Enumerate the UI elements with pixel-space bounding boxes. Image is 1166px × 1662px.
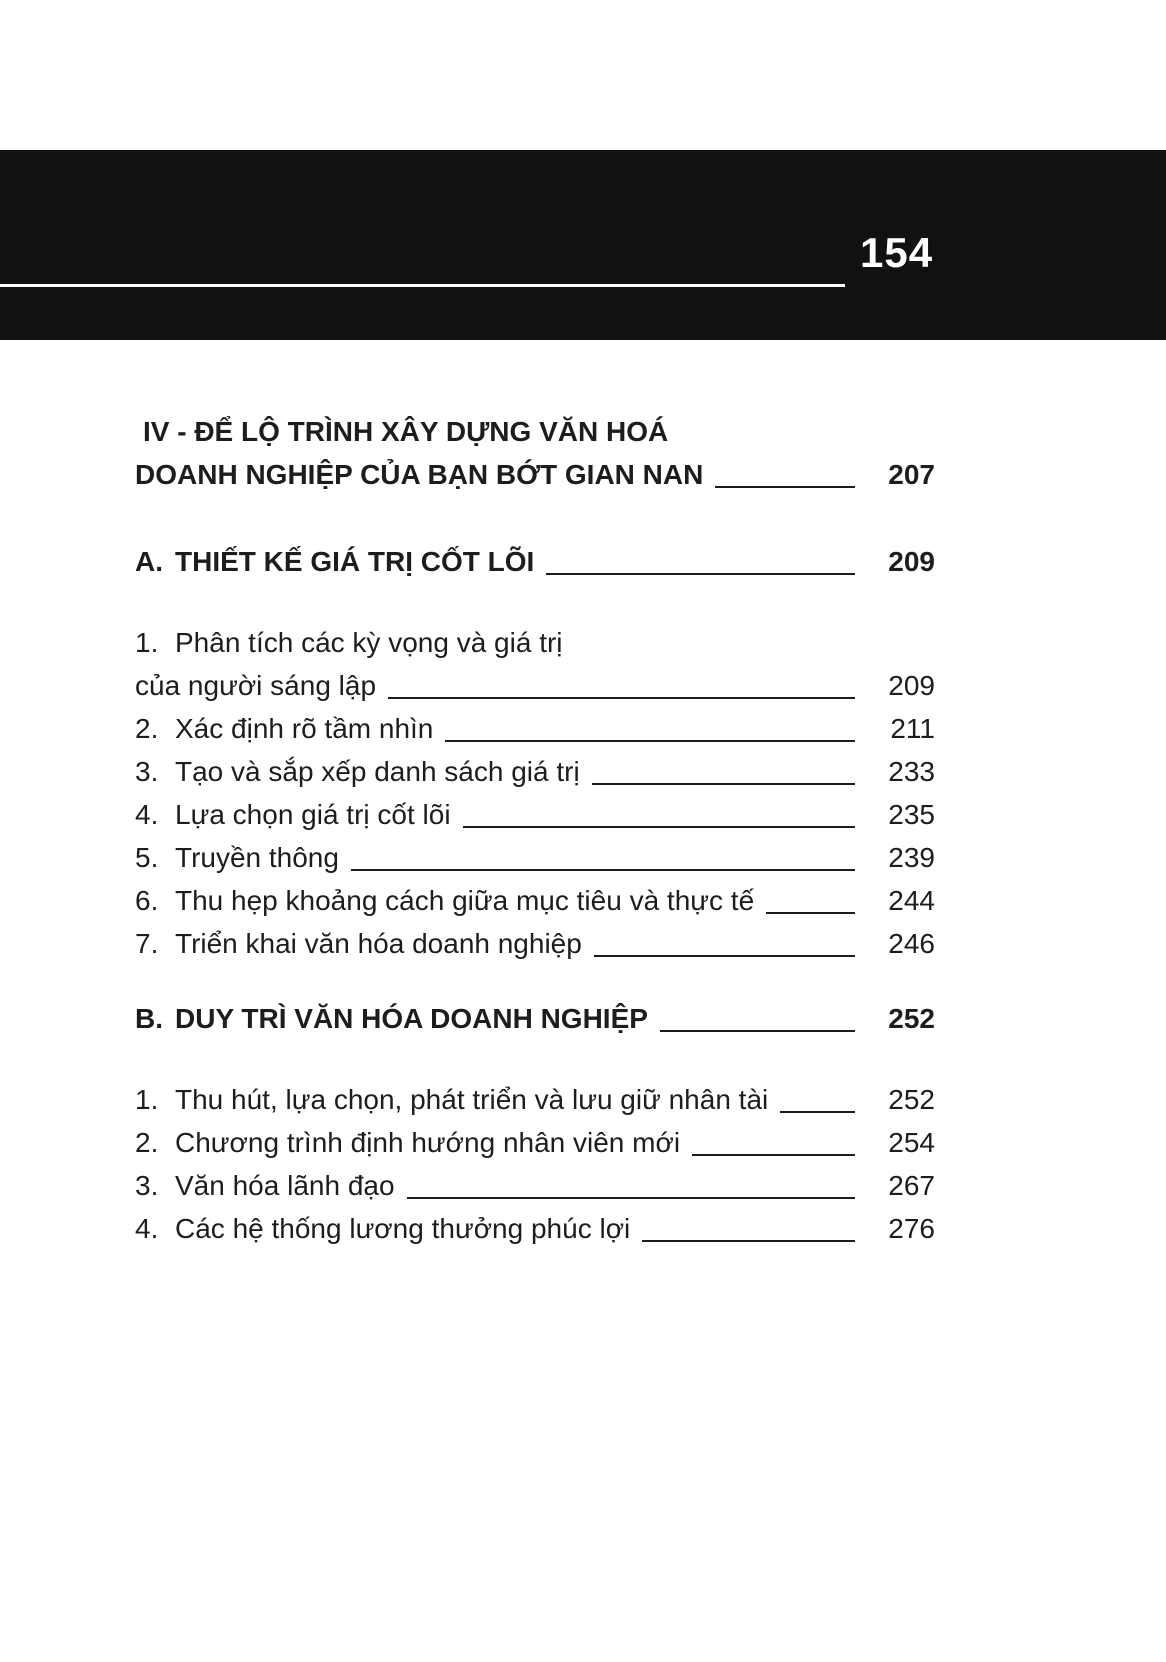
chapter-title-row <box>135 410 935 453</box>
toc-entry-num: 7. <box>135 928 159 959</box>
leader-line <box>766 912 855 914</box>
toc-section <box>135 997 935 1250</box>
toc-entry-text: Truyền thông <box>175 842 339 873</box>
toc-entry-text: Văn hóa lãnh đạo <box>175 1170 395 1201</box>
toc-entry <box>135 879 935 922</box>
leader-line <box>715 486 855 488</box>
page-number: 154 <box>860 229 934 276</box>
page-ref: 276 <box>888 1213 935 1244</box>
toc-entry-text: Phân tích các kỳ vọng và giá trị <box>175 627 563 658</box>
leader-line <box>546 573 855 575</box>
chapter-title-line: DOANH NGHIỆP CỦA BẠN BỚT GIAN NAN <box>135 459 704 490</box>
chapter-title-row <box>135 453 935 496</box>
table-of-contents <box>135 410 935 1250</box>
toc-entry <box>135 1121 935 1164</box>
toc-entry-num: 1. <box>135 627 159 658</box>
toc-section <box>135 540 935 965</box>
toc-entry-text: Tạo và sắp xếp danh sách giá trị <box>175 756 580 787</box>
leader-line <box>445 740 855 742</box>
leader-line <box>463 826 855 828</box>
toc-entry-text: Chương trình định hướng nhân viên mới <box>175 1127 681 1158</box>
toc-heading <box>135 997 935 1040</box>
toc-entry-num: 3. <box>135 756 159 787</box>
toc-entry <box>135 1207 935 1250</box>
leader-line <box>642 1240 855 1242</box>
page-ref: 209 <box>888 546 935 577</box>
toc-entry-num: 3. <box>135 1170 159 1201</box>
toc-entry-text: Xác định rõ tầm nhìn <box>175 713 434 744</box>
toc-entry <box>135 707 935 750</box>
page-ref: 254 <box>888 1127 935 1158</box>
page-ref: 233 <box>888 756 935 787</box>
toc-entry <box>135 1078 935 1121</box>
leader-line <box>351 869 855 871</box>
toc-entry <box>135 793 935 836</box>
header-band <box>0 150 1166 340</box>
toc-entry <box>135 836 935 879</box>
leader-line <box>692 1154 855 1156</box>
page-ref: 252 <box>888 1084 935 1115</box>
page-ref: 207 <box>888 459 935 490</box>
header-rule <box>0 284 845 287</box>
leader-line <box>594 955 855 957</box>
page-ref: 235 <box>888 799 935 830</box>
toc-entry-text: Triển khai văn hóa doanh nghiệp <box>175 928 582 959</box>
toc-entry-num: 2. <box>135 1127 159 1158</box>
toc-entry-text: Thu hẹp khoảng cách giữa mục tiêu và thực tế <box>175 885 755 916</box>
toc-entry-num: 1. <box>135 1084 159 1115</box>
toc-entry-text: Lựa chọn giá trị cốt lõi <box>175 799 451 830</box>
toc-entry-line <box>135 621 935 664</box>
toc-entry <box>135 1164 935 1207</box>
page-ref: 252 <box>888 1003 935 1034</box>
toc-entry <box>135 664 935 707</box>
leader-line <box>660 1030 855 1032</box>
toc-entry-num: 6. <box>135 885 159 916</box>
leader-line <box>592 783 855 785</box>
toc-entry <box>135 922 935 965</box>
toc-heading <box>135 540 935 583</box>
toc-entry-num: 4. <box>135 1213 159 1244</box>
toc-entry-num: 5. <box>135 842 159 873</box>
toc-entry <box>135 750 935 793</box>
page-ref: 267 <box>888 1170 935 1201</box>
toc-entry-text: của người sáng lập <box>135 670 377 701</box>
page-ref: 246 <box>888 928 935 959</box>
toc-heading-text: THIẾT KẾ GIÁ TRỊ CỐT LÕI <box>175 546 535 577</box>
leader-line <box>407 1197 855 1199</box>
leader-line <box>388 697 855 699</box>
chapter-title-line: IV - ĐỂ LỘ TRÌNH XÂY DỰNG VĂN HOÁ <box>143 416 669 447</box>
leader-line <box>780 1111 855 1113</box>
toc-entry-text: Các hệ thống lương thưởng phúc lợi <box>175 1213 631 1244</box>
chapter-title <box>135 410 935 496</box>
toc-heading-num: A. <box>135 546 163 577</box>
page-ref: 211 <box>890 713 935 744</box>
page-ref: 239 <box>888 842 935 873</box>
toc-entry-text: Thu hút, lựa chọn, phát triển và lưu giữ nhân tài <box>175 1084 769 1115</box>
page-ref: 209 <box>888 670 935 701</box>
toc-heading-text: DUY TRÌ VĂN HÓA DOANH NGHIỆP <box>175 1003 648 1034</box>
toc-sections <box>135 540 935 1250</box>
toc-entry-num: 4. <box>135 799 159 830</box>
toc-entry-num: 2. <box>135 713 159 744</box>
page-ref: 244 <box>888 885 935 916</box>
toc-heading-num: B. <box>135 1003 163 1034</box>
